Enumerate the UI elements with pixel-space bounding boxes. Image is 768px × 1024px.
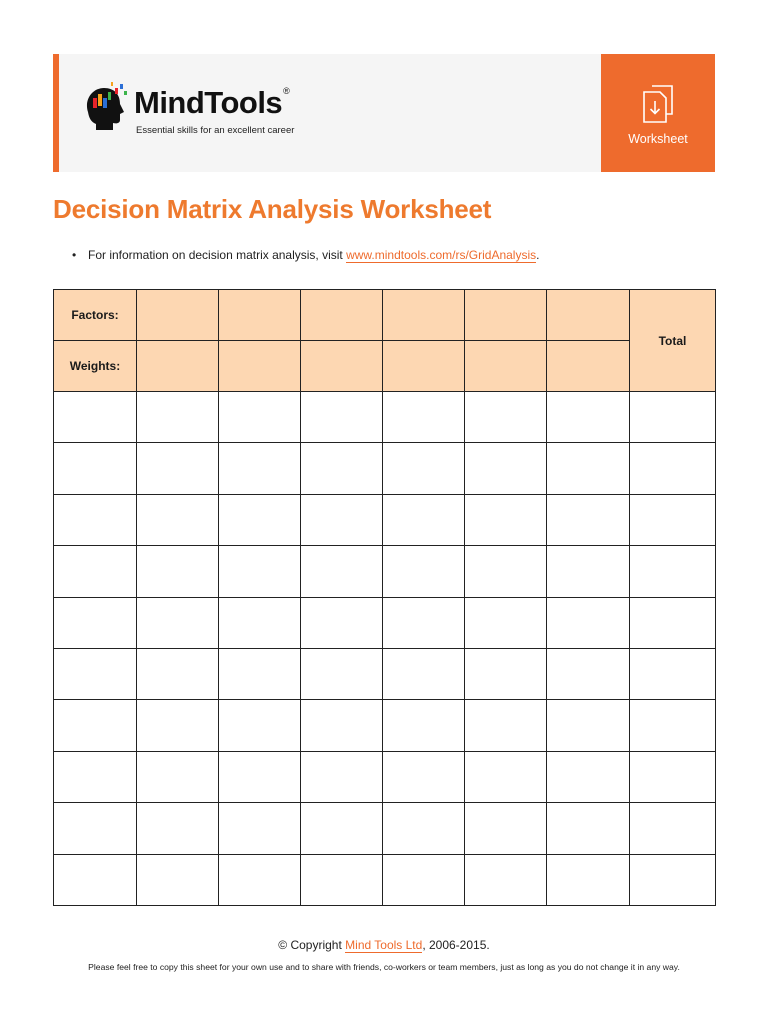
- score-cell[interactable]: [465, 546, 547, 597]
- score-cell[interactable]: [547, 700, 630, 751]
- score-cell[interactable]: [547, 494, 630, 545]
- factors-label: Factors:: [54, 290, 137, 341]
- option-cell[interactable]: [54, 443, 137, 494]
- option-cell[interactable]: [54, 597, 137, 648]
- grid-analysis-link[interactable]: www.mindtools.com/rs/GridAnalysis: [346, 248, 537, 262]
- mindtools-logo: [82, 82, 312, 142]
- score-cell[interactable]: [137, 597, 219, 648]
- score-cell[interactable]: [547, 546, 630, 597]
- score-cell[interactable]: [219, 546, 301, 597]
- logo-wordmark-text: MindTools: [134, 85, 283, 120]
- score-cell[interactable]: [219, 700, 301, 751]
- option-cell[interactable]: [54, 648, 137, 699]
- worksheet-label: Worksheet: [628, 132, 688, 146]
- option-cell[interactable]: [54, 854, 137, 905]
- score-cell[interactable]: [137, 751, 219, 802]
- factor-cell[interactable]: [465, 290, 547, 341]
- logo-wordmark: [134, 87, 289, 118]
- score-cell[interactable]: [465, 648, 547, 699]
- score-cell[interactable]: [383, 546, 465, 597]
- total-cell[interactable]: [630, 803, 716, 854]
- weight-cell[interactable]: [301, 341, 383, 392]
- score-cell[interactable]: [465, 392, 547, 443]
- score-cell[interactable]: [219, 494, 301, 545]
- score-cell[interactable]: [137, 443, 219, 494]
- score-cell[interactable]: [219, 854, 301, 905]
- score-cell[interactable]: [547, 648, 630, 699]
- total-cell[interactable]: [630, 546, 716, 597]
- info-line: [72, 248, 540, 262]
- option-cell[interactable]: [54, 546, 137, 597]
- option-cell[interactable]: [54, 700, 137, 751]
- score-cell[interactable]: [383, 494, 465, 545]
- total-cell[interactable]: [630, 700, 716, 751]
- option-row: [54, 648, 716, 699]
- score-cell[interactable]: [547, 597, 630, 648]
- score-cell[interactable]: [219, 803, 301, 854]
- weight-cell[interactable]: [219, 341, 301, 392]
- weight-cell[interactable]: [547, 341, 630, 392]
- option-cell[interactable]: [54, 803, 137, 854]
- total-cell[interactable]: [630, 597, 716, 648]
- info-suffix: .: [536, 248, 540, 262]
- score-cell[interactable]: [137, 648, 219, 699]
- score-cell[interactable]: [383, 700, 465, 751]
- score-cell[interactable]: [383, 854, 465, 905]
- option-row: [54, 803, 716, 854]
- score-cell[interactable]: [301, 392, 383, 443]
- score-cell[interactable]: [383, 803, 465, 854]
- score-cell[interactable]: [219, 751, 301, 802]
- total-cell[interactable]: [630, 392, 716, 443]
- header-accent-bar: [53, 54, 59, 172]
- option-row: [54, 751, 716, 802]
- usage-note: Please feel free to copy this sheet for your own use and to share with friends, co-workers or team members, just as long as you do not change it in any way.: [88, 962, 680, 972]
- document-download-icon: [640, 84, 676, 124]
- copyright-line: [0, 938, 768, 952]
- score-cell[interactable]: [465, 751, 547, 802]
- score-cell[interactable]: [465, 803, 547, 854]
- score-cell[interactable]: [301, 494, 383, 545]
- weight-cell[interactable]: [465, 341, 547, 392]
- score-cell[interactable]: [301, 648, 383, 699]
- score-cell[interactable]: [383, 443, 465, 494]
- score-cell[interactable]: [383, 648, 465, 699]
- score-cell[interactable]: [465, 494, 547, 545]
- logo-tagline: Essential skills for an excellent career: [136, 125, 295, 136]
- score-cell[interactable]: [301, 700, 383, 751]
- score-cell[interactable]: [137, 700, 219, 751]
- info-text: For information on decision matrix analysis, visit: [88, 248, 347, 262]
- score-cell[interactable]: [301, 854, 383, 905]
- score-cell[interactable]: [547, 443, 630, 494]
- score-cell[interactable]: [219, 597, 301, 648]
- score-cell[interactable]: [301, 443, 383, 494]
- score-cell[interactable]: [137, 392, 219, 443]
- total-cell[interactable]: [630, 443, 716, 494]
- bullet: •: [72, 248, 77, 262]
- score-cell[interactable]: [547, 803, 630, 854]
- weights-label: Weights:: [54, 341, 137, 392]
- weight-cell[interactable]: [383, 341, 465, 392]
- option-row: [54, 443, 716, 494]
- score-cell[interactable]: [301, 597, 383, 648]
- factor-cell[interactable]: [219, 290, 301, 341]
- score-cell[interactable]: [219, 392, 301, 443]
- score-cell[interactable]: [465, 597, 547, 648]
- factor-cell[interactable]: [301, 290, 383, 341]
- option-row: [54, 854, 716, 905]
- option-row: [54, 546, 716, 597]
- factor-cell[interactable]: [137, 290, 219, 341]
- total-cell[interactable]: [630, 648, 716, 699]
- weight-cell[interactable]: [137, 341, 219, 392]
- registered-mark: ®: [283, 86, 290, 96]
- score-cell[interactable]: [465, 854, 547, 905]
- total-cell[interactable]: [630, 854, 716, 905]
- total-header: Total: [630, 290, 716, 392]
- factor-cell[interactable]: [547, 290, 630, 341]
- score-cell[interactable]: [137, 494, 219, 545]
- option-row: [54, 494, 716, 545]
- copyright-suffix: , 2006-2015.: [422, 938, 490, 952]
- score-cell[interactable]: [137, 854, 219, 905]
- copyright-prefix: © Copyright: [278, 938, 346, 952]
- factors-row: [54, 290, 716, 341]
- score-cell[interactable]: [301, 751, 383, 802]
- score-cell[interactable]: [301, 546, 383, 597]
- option-cell[interactable]: [54, 494, 137, 545]
- option-cell[interactable]: [54, 392, 137, 443]
- option-cell[interactable]: [54, 751, 137, 802]
- score-cell[interactable]: [137, 803, 219, 854]
- total-cell[interactable]: [630, 751, 716, 802]
- score-cell[interactable]: [383, 392, 465, 443]
- score-cell[interactable]: [547, 854, 630, 905]
- score-cell[interactable]: [547, 751, 630, 802]
- weights-row: [54, 341, 716, 392]
- page-title: Decision Matrix Analysis Worksheet: [53, 194, 492, 224]
- score-cell[interactable]: [137, 546, 219, 597]
- score-cell[interactable]: [465, 443, 547, 494]
- score-cell[interactable]: [547, 392, 630, 443]
- mindtools-link[interactable]: Mind Tools Ltd: [345, 938, 423, 952]
- option-row: [54, 392, 716, 443]
- option-row: [54, 597, 716, 648]
- score-cell[interactable]: [219, 648, 301, 699]
- factor-cell[interactable]: [383, 290, 465, 341]
- option-row: [54, 700, 716, 751]
- score-cell[interactable]: [301, 803, 383, 854]
- score-cell[interactable]: [465, 700, 547, 751]
- score-cell[interactable]: [219, 443, 301, 494]
- total-cell[interactable]: [630, 494, 716, 545]
- head-silhouette-icon: [82, 82, 132, 138]
- score-cell[interactable]: [383, 597, 465, 648]
- score-cell[interactable]: [383, 751, 465, 802]
- decision-matrix-table: [53, 289, 716, 906]
- worksheet-badge: [601, 54, 715, 172]
